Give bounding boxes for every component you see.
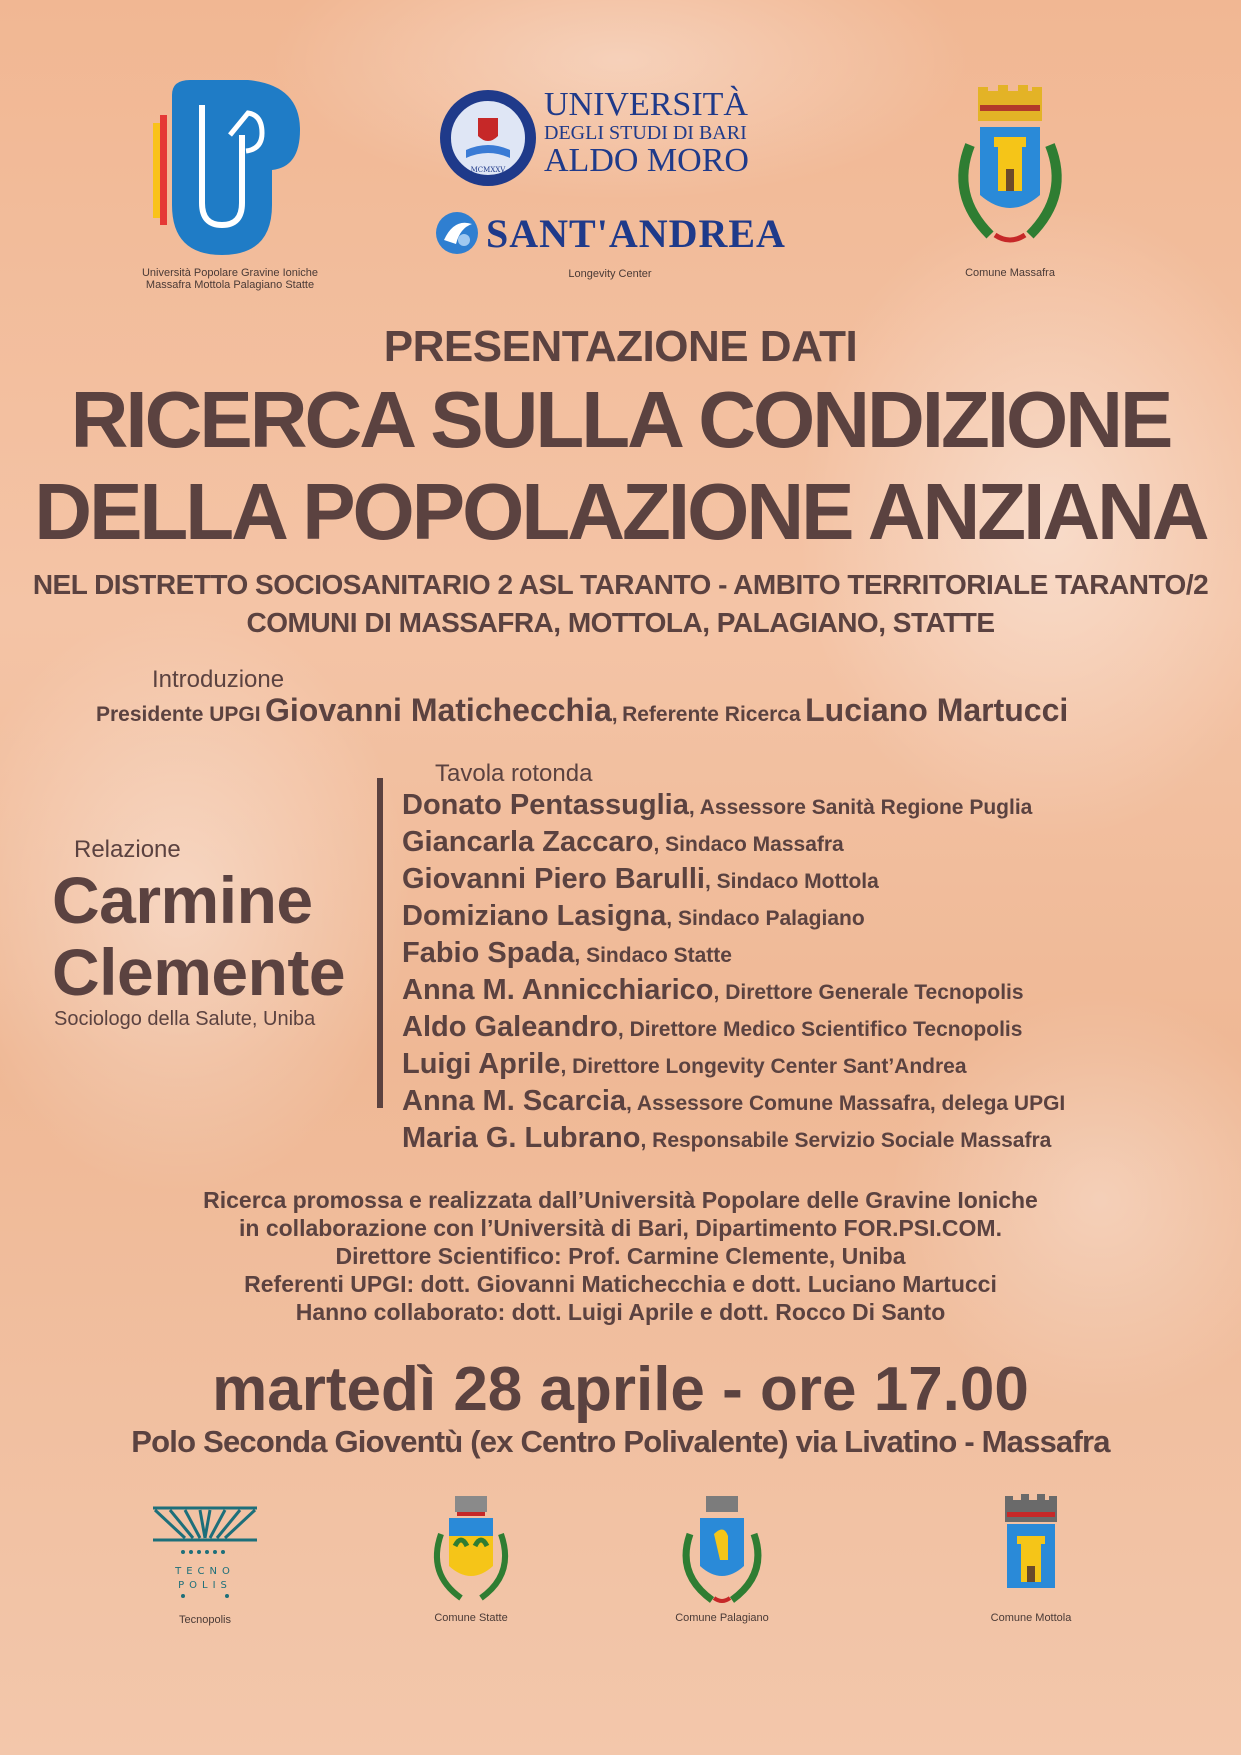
palagiano-caption: Comune Palagiano [675, 1612, 769, 1624]
speaker-first-name: Carmine [52, 863, 313, 937]
mottola-caption: Comune Mottola [990, 1612, 1072, 1624]
mottola-crest-icon [981, 1494, 1081, 1612]
svg-text:TECNO: TECNO [175, 1566, 235, 1577]
uniba-logo [438, 88, 788, 188]
event-venue: Polo Seconda Gioventù (ex Centro Polivalente) via Livatino - Massafra [131, 1424, 1110, 1459]
list-item: Aldo Galeandro, Direttore Medico Scientifico Tecnopolis [402, 1011, 1023, 1043]
palagiano-crest-icon [672, 1494, 772, 1612]
santandrea-logo [434, 206, 804, 286]
intro-line: Presidente UPGI Giovanni Matichecchia, Referente Ricerca Luciano Martucci [96, 692, 1069, 728]
list-item: Anna M. Annicchiarico, Direttore Generale Tecnopolis [402, 974, 1024, 1006]
subtitle [0, 566, 1241, 642]
statte-logo [421, 1494, 521, 1634]
main-title [0, 374, 1241, 558]
list-item: Domiziano Lasigna, Sindaco Palagiano [402, 900, 865, 932]
massafra-crest-icon [940, 85, 1080, 265]
massafra-logo [930, 85, 1090, 285]
santandrea-caption: Longevity Center [568, 268, 652, 280]
uniba-line3: ALDO MORO [544, 142, 749, 179]
speaker-role: Sociologo della Salute, Uniba [54, 1008, 316, 1030]
tecnopolis-logo [145, 1500, 265, 1630]
svg-text:MCMXXV: MCMXXV [470, 166, 506, 174]
uniba-line2: DEGLI STUDI DI BARI [544, 122, 747, 144]
upgi-caption-line2: Massafra Mottola Palagiano Statte [145, 279, 315, 291]
massafra-caption: Comune Massafra [965, 267, 1055, 279]
uniba-line1: UNIVERSITÀ [544, 86, 748, 123]
tavola-list [402, 788, 1065, 1158]
tecnopolis-caption: Tecnopolis [179, 1614, 231, 1626]
tecnopolis-logo-icon [145, 1500, 265, 1610]
santandrea-name: SANT'ANDREA [486, 211, 786, 256]
main-title-line2: DELLA POPOLAZIONE ANZIANA [34, 467, 1207, 556]
credits-line5: Hanno collaborato: dott. Luigi Aprile e dott. Rocco Di Santo [295, 1299, 946, 1325]
credits-line3: Direttore Scientifico: Prof. Carmine Clemente, Uniba [335, 1243, 906, 1269]
uniba-seal-icon [438, 88, 538, 188]
main-title-line1: RICERCA SULLA CONDIZIONE [70, 375, 1171, 464]
speaker-last-name: Clemente [52, 935, 346, 1009]
list-item: Luigi Aprile, Direttore Longevity Center Sant’Andrea [402, 1048, 967, 1080]
intro-name1: Giovanni Matichecchia [265, 692, 612, 728]
kicker-title: PRESENTAZIONE DATI [383, 322, 858, 371]
list-item: Giancarla Zaccaro, Sindaco Massafra [402, 826, 844, 858]
mottola-logo [981, 1494, 1081, 1634]
intro-label: Introduzione [152, 666, 285, 693]
svg-text:POLIS: POLIS [178, 1580, 232, 1591]
intro-name2: Luciano Martucci [805, 692, 1069, 728]
intro-role1: Presidente UPGI [96, 703, 261, 726]
subtitle-line1: NEL DISTRETTO SOCIOSANITARIO 2 ASL TARANTO - AMBITO TERRITORIALE TARANTO/2 [32, 569, 1209, 600]
upgi-logo [130, 75, 330, 295]
event-date: martedì 28 aprile - ore 17.00 [212, 1355, 1029, 1424]
tavola-label: Tavola rotonda [435, 760, 593, 787]
intro-role2: Referente Ricerca [622, 703, 801, 726]
relazione-label: Relazione [74, 836, 181, 863]
list-item: Anna M. Scarcia, Assessore Comune Massafra, delega UPGI [402, 1085, 1066, 1117]
statte-crest-icon [421, 1494, 521, 1612]
santandrea-logo-icon [434, 210, 480, 256]
credits [0, 1186, 1241, 1326]
speaker-name [52, 864, 345, 1008]
palagiano-logo [672, 1494, 772, 1634]
list-item: Fabio Spada, Sindaco Statte [402, 937, 732, 969]
list-item: Maria G. Lubrano, Responsabile Servizio Sociale Massafra [402, 1122, 1052, 1154]
credits-line4: Referenti UPGI: dott. Giovanni Matichecchia e dott. Luciano Martucci [244, 1271, 997, 1297]
credits-line2: in collaborazione con l’Università di Bari, Dipartimento FOR.PSI.COM. [239, 1215, 1002, 1241]
subtitle-line2: COMUNI DI MASSAFRA, MOTTOLA, PALAGIANO, STATTE [246, 607, 995, 638]
vertical-divider [377, 778, 383, 1108]
upgi-logo-icon [130, 75, 330, 265]
credits-line1: Ricerca promossa e realizzata dall’Università Popolare delle Gravine Ioniche [203, 1187, 1038, 1213]
statte-caption: Comune Statte [434, 1612, 508, 1624]
list-item: Giovanni Piero Barulli, Sindaco Mottola [402, 863, 879, 895]
list-item: Donato Pentassuglia, Assessore Sanità Regione Puglia [402, 789, 1033, 821]
upgi-caption-line1: Università Popolare Gravine Ioniche [141, 267, 319, 279]
